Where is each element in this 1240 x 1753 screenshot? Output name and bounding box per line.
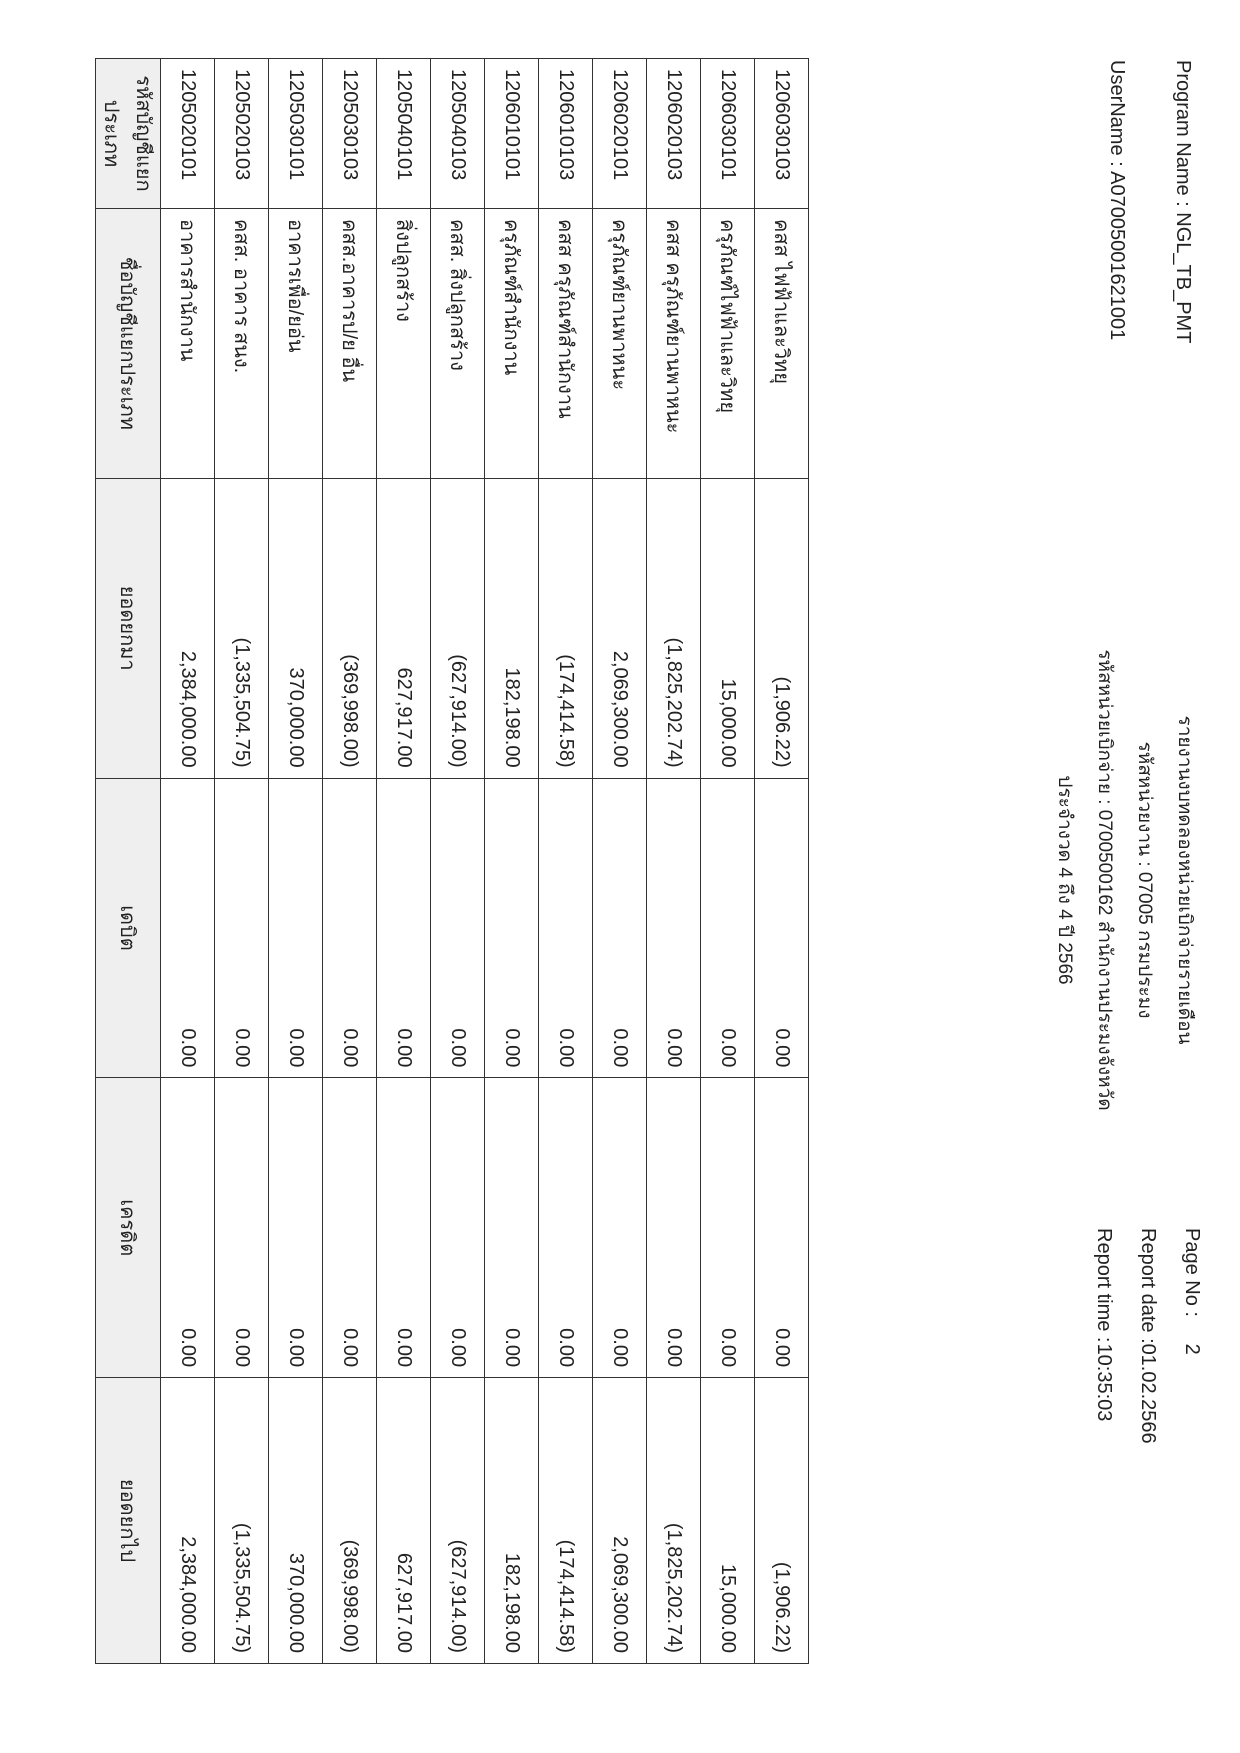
account-name-cell: ครุภัณฑ์สำนักงาน — [485, 208, 539, 478]
account-name-cell: คสส. สิ่งปลูกสร้าง — [431, 208, 485, 478]
column-header-credit: เครดิต — [96, 1078, 161, 1378]
brought-forward-cell: 370,000.00 — [269, 478, 323, 778]
credit-cell: 0.00 — [701, 1078, 755, 1378]
debit-cell: 0.00 — [539, 778, 593, 1078]
debit-cell: 0.00 — [323, 778, 377, 1078]
debit-cell: 0.00 — [431, 778, 485, 1078]
table-row — [323, 59, 377, 1664]
account-code-cell: 1205030101 — [269, 59, 323, 209]
column-header-account-name: ชื่อบัญชีแยกประเภท — [96, 208, 161, 478]
brought-forward-cell: (1,335,504.75) — [215, 478, 269, 778]
report-date-value: 01.02.2566 — [1137, 1343, 1159, 1444]
account-name-cell: คสส ครุภัณฑ์สำนักงาน — [539, 208, 593, 478]
brought-forward-cell: 2,069,300.00 — [593, 478, 647, 778]
credit-cell: 0.00 — [215, 1078, 269, 1378]
account-name-cell: อาคารสำนักงาน — [161, 208, 215, 478]
carried-forward-cell: 627,917.00 — [377, 1378, 431, 1664]
brought-forward-cell: (627,914.00) — [431, 478, 485, 778]
table-body — [96, 59, 809, 1664]
trial-balance-table — [95, 58, 809, 1664]
table-row — [593, 59, 647, 1664]
carried-forward-cell: (174,414.58) — [539, 1378, 593, 1664]
report-title: รายงานงบทดลองหน่วยเบิกจ่ายรายเดือน — [1174, 715, 1195, 1045]
account-name-cell: ครุภัณฑ์ยานพาหนะ — [593, 208, 647, 478]
table-row — [539, 59, 593, 1664]
credit-cell: 0.00 — [161, 1078, 215, 1378]
carried-forward-cell: 15,000.00 — [701, 1378, 755, 1664]
table-row — [215, 59, 269, 1664]
debit-cell: 0.00 — [593, 778, 647, 1078]
program-name-value: NGL_TB_PMT — [1172, 212, 1194, 344]
account-code-cell: 1205040101 — [377, 59, 431, 209]
report-heading — [1044, 560, 1204, 1200]
agency-line: รหัสหน่วยงาน : 07005 กรมประมง — [1134, 741, 1155, 1019]
debit-cell: 0.00 — [377, 778, 431, 1078]
carried-forward-cell: (1,825,202.74) — [647, 1378, 701, 1664]
credit-cell: 0.00 — [431, 1078, 485, 1378]
debit-cell: 0.00 — [485, 778, 539, 1078]
account-name-cell: สิ่งปลูกสร้าง — [377, 208, 431, 478]
table-header-row — [96, 59, 161, 1664]
debit-cell: 0.00 — [161, 778, 215, 1078]
account-code-cell: 1205030103 — [323, 59, 377, 209]
credit-cell: 0.00 — [377, 1078, 431, 1378]
credit-cell: 0.00 — [269, 1078, 323, 1378]
carried-forward-cell: 2,069,300.00 — [593, 1378, 647, 1664]
carried-forward-cell: (369,998.00) — [323, 1378, 377, 1664]
table-row — [269, 59, 323, 1664]
account-code-cell: 1205040103 — [431, 59, 485, 209]
carried-forward-cell: 2,384,000.00 — [161, 1378, 215, 1664]
debit-cell: 0.00 — [647, 778, 701, 1078]
account-name-cell: อาคารเพื่อ/ยอ่น — [269, 208, 323, 478]
user-name-label: UserName : — [1106, 60, 1128, 167]
report-meta — [1082, 1228, 1214, 1444]
program-info — [1084, 60, 1216, 343]
carried-forward-cell: (627,914.00) — [431, 1378, 485, 1664]
table-row — [161, 59, 215, 1664]
account-code-cell: 1205020101 — [161, 59, 215, 209]
account-name-cell: คสส ครุภัณฑ์ยานพาหนะ — [647, 208, 701, 478]
page-number-value: 2 — [1181, 1343, 1203, 1355]
brought-forward-cell: 2,384,000.00 — [161, 478, 215, 778]
user-name-value: A07005001621001 — [1106, 171, 1128, 341]
credit-cell: 0.00 — [539, 1078, 593, 1378]
report-date-label: Report date : — [1137, 1228, 1159, 1344]
debit-cell: 0.00 — [701, 778, 755, 1078]
brought-forward-cell: 627,917.00 — [377, 478, 431, 778]
carried-forward-cell: 182,198.00 — [485, 1378, 539, 1664]
table-row — [431, 59, 485, 1664]
page-number-label: Page No : — [1181, 1228, 1203, 1317]
debit-cell: 0.00 — [215, 778, 269, 1078]
carried-forward-cell: (1,906.22) — [755, 1378, 809, 1664]
column-header-brought-forward: ยอดยกมา — [96, 478, 161, 778]
report-date — [1126, 1228, 1170, 1444]
brought-forward-cell: (369,998.00) — [323, 478, 377, 778]
brought-forward-cell: (1,906.22) — [755, 478, 809, 778]
program-name-label: Program Name : — [1172, 60, 1194, 207]
carried-forward-cell: (1,335,504.75) — [215, 1378, 269, 1664]
program-name — [1150, 60, 1216, 343]
account-name-cell: คสส. อาคาร สนง. — [215, 208, 269, 478]
credit-cell: 0.00 — [647, 1078, 701, 1378]
account-code-cell: 1206030103 — [755, 59, 809, 209]
debit-cell: 0.00 — [269, 778, 323, 1078]
brought-forward-cell: 15,000.00 — [701, 478, 755, 778]
credit-cell: 0.00 — [485, 1078, 539, 1378]
disbursing-unit-line: รหัสหน่วยเบิกจ่าย : 0700500162 สำนักงานประมงจังหวัด — [1094, 649, 1115, 1111]
table-row — [485, 59, 539, 1664]
user-name — [1084, 60, 1150, 343]
credit-cell: 0.00 — [323, 1078, 377, 1378]
table-row — [701, 59, 755, 1664]
account-name-cell: ครุภัณฑ์ไฟฟ้าและวิทยุ — [701, 208, 755, 478]
column-header-debit: เดบิต — [96, 778, 161, 1078]
period-line: ประจำงวด 4 ถึง 4 ปี 2566 — [1054, 775, 1075, 985]
credit-cell: 0.00 — [755, 1078, 809, 1378]
account-code-cell: 1206020101 — [593, 59, 647, 209]
table-row — [647, 59, 701, 1664]
brought-forward-cell: (174,414.58) — [539, 478, 593, 778]
table-row — [377, 59, 431, 1664]
account-code-cell: 1205020103 — [215, 59, 269, 209]
page-number — [1170, 1228, 1214, 1444]
table-row — [755, 59, 809, 1664]
column-header-carried-forward: ยอดยกไป — [96, 1378, 161, 1664]
report-time-value: 10:35:03 — [1093, 1343, 1115, 1422]
account-code-cell: 1206020103 — [647, 59, 701, 209]
debit-cell: 0.00 — [755, 778, 809, 1078]
credit-cell: 0.00 — [593, 1078, 647, 1378]
account-code-cell: 1206030101 — [701, 59, 755, 209]
report-time-label: Report time : — [1093, 1228, 1115, 1343]
brought-forward-cell: 182,198.00 — [485, 478, 539, 778]
account-name-cell: คสส.อาคารป/ย อื่น — [323, 208, 377, 478]
carried-forward-cell: 370,000.00 — [269, 1378, 323, 1664]
brought-forward-cell: (1,825,202.74) — [647, 478, 701, 778]
account-name-cell: คสส ไฟฟ้าและวิทยุ — [755, 208, 809, 478]
account-code-cell: 1206010101 — [485, 59, 539, 209]
account-code-cell: 1206010103 — [539, 59, 593, 209]
report-time — [1082, 1228, 1126, 1444]
column-header-account-code: รหัสบัญชีแยกประเภท — [96, 59, 161, 209]
